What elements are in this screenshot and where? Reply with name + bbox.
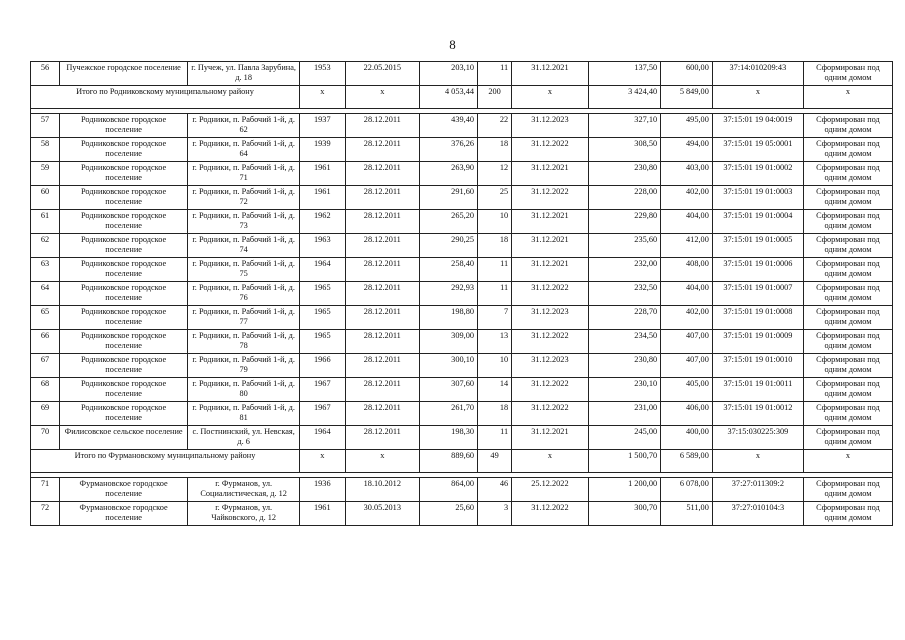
row-number-cell: 64 bbox=[31, 282, 60, 306]
table-row bbox=[31, 258, 893, 282]
tenant-count-cell: 14 bbox=[478, 378, 512, 402]
table-row bbox=[31, 354, 893, 378]
resettle-deadline-cell: 31.12.2021 bbox=[512, 162, 589, 186]
area-value-cell: 234,50 bbox=[588, 330, 660, 354]
table-row bbox=[31, 378, 893, 402]
settlement-name-cell: Родниковское городское поселение bbox=[59, 234, 187, 258]
settlement-name-cell: Родниковское городское поселение bbox=[59, 162, 187, 186]
table-row bbox=[31, 234, 893, 258]
row-number-cell: 56 bbox=[31, 62, 60, 86]
plot-value-cell: 408,00 bbox=[661, 258, 713, 282]
house-area-cell: 203,10 bbox=[420, 62, 478, 86]
tenant-count-cell: 13 bbox=[478, 330, 512, 354]
build-year-cell: 1963 bbox=[300, 234, 346, 258]
house-address-cell: г. Родники, п. Рабочий 1-й, д. 62 bbox=[188, 114, 300, 138]
tenant-count-cell: 18 bbox=[478, 138, 512, 162]
resettle-deadline-cell: 31.12.2022 bbox=[512, 502, 589, 526]
table-row bbox=[31, 138, 893, 162]
table-row bbox=[31, 478, 893, 502]
plot-status-cell: Сформирован под одним домом bbox=[803, 186, 892, 210]
cadastral-number-cell: 37:15:01 19 01:0003 bbox=[712, 186, 803, 210]
total-plot-value-cell: 6 589,00 bbox=[661, 450, 713, 473]
settlement-name-cell: Родниковское городское поселение bbox=[59, 282, 187, 306]
plot-value-cell: 412,00 bbox=[661, 234, 713, 258]
resettle-deadline-cell: 31.12.2021 bbox=[512, 234, 589, 258]
district-total-label: Итого по Фурмановскому муниципальному району bbox=[31, 450, 300, 473]
plot-value-cell: 511,00 bbox=[661, 502, 713, 526]
settlement-name-cell: Родниковское городское поселение bbox=[59, 402, 187, 426]
house-area-cell: 265,20 bbox=[420, 210, 478, 234]
house-area-cell: 376,26 bbox=[420, 138, 478, 162]
area-value-cell: 137,50 bbox=[588, 62, 660, 86]
house-address-cell: г. Родники, п. Рабочий 1-й, д. 75 bbox=[188, 258, 300, 282]
tenant-count-cell: 11 bbox=[478, 282, 512, 306]
settlement-name-cell: Родниковское городское поселение bbox=[59, 186, 187, 210]
tenant-count-cell: 18 bbox=[478, 234, 512, 258]
area-value-cell: 232,50 bbox=[588, 282, 660, 306]
resettle-deadline-cell: 25.12.2022 bbox=[512, 478, 589, 502]
settlement-name-cell: Фурмановское городское поселение bbox=[59, 502, 187, 526]
plot-status-cell: Сформирован под одним домом bbox=[803, 138, 892, 162]
resettle-deadline-cell: 31.12.2022 bbox=[512, 330, 589, 354]
house-area-cell: 292,93 bbox=[420, 282, 478, 306]
plot-value-cell: 404,00 bbox=[661, 282, 713, 306]
total-tenants-cell: 49 bbox=[478, 450, 512, 473]
table-row bbox=[31, 62, 893, 86]
settlement-name-cell: Родниковское городское поселение bbox=[59, 258, 187, 282]
house-address-cell: г. Родники, п. Рабочий 1-й, д. 81 bbox=[188, 402, 300, 426]
settlement-name-cell: Пучежское городское поселение bbox=[59, 62, 187, 86]
area-value-cell: 1 200,00 bbox=[588, 478, 660, 502]
row-number-cell: 62 bbox=[31, 234, 60, 258]
total-area-value-cell: 1 500,70 bbox=[588, 450, 660, 473]
build-year-cell: 1967 bbox=[300, 402, 346, 426]
housing-registry-table bbox=[30, 61, 893, 526]
area-value-cell: 230,80 bbox=[588, 162, 660, 186]
row-number-cell: 60 bbox=[31, 186, 60, 210]
plot-status-cell: Сформирован под одним домом bbox=[803, 258, 892, 282]
plot-status-cell: Сформирован под одним домом bbox=[803, 478, 892, 502]
area-value-cell: 327,10 bbox=[588, 114, 660, 138]
house-area-cell: 258,40 bbox=[420, 258, 478, 282]
house-address-cell: г. Родники, п. Рабочий 1-й, д. 72 bbox=[188, 186, 300, 210]
recognized-date-cell: 18.10.2012 bbox=[345, 478, 420, 502]
settlement-name-cell: Родниковское городское поселение bbox=[59, 330, 187, 354]
area-value-cell: 235,60 bbox=[588, 234, 660, 258]
row-number-cell: 63 bbox=[31, 258, 60, 282]
row-number-cell: 67 bbox=[31, 354, 60, 378]
table-row bbox=[31, 502, 893, 526]
build-year-cell: 1937 bbox=[300, 114, 346, 138]
resettle-deadline-cell: 31.12.2022 bbox=[512, 186, 589, 210]
row-number-cell: 72 bbox=[31, 502, 60, 526]
row-number-cell: 61 bbox=[31, 210, 60, 234]
resettle-deadline-cell: 31.12.2023 bbox=[512, 306, 589, 330]
house-address-cell: г. Фурманов, ул. Чайковского, д. 12 bbox=[188, 502, 300, 526]
total-cadastre-cell: x bbox=[712, 450, 803, 473]
plot-value-cell: 407,00 bbox=[661, 354, 713, 378]
plot-value-cell: 600,00 bbox=[661, 62, 713, 86]
plot-status-cell: Сформирован под одним домом bbox=[803, 62, 892, 86]
plot-value-cell: 400,00 bbox=[661, 426, 713, 450]
area-value-cell: 230,10 bbox=[588, 378, 660, 402]
settlement-name-cell: Родниковское городское поселение bbox=[59, 306, 187, 330]
cadastral-number-cell: 37:15:01 19 01:0008 bbox=[712, 306, 803, 330]
recognized-date-cell: 28.12.2011 bbox=[345, 354, 420, 378]
table-row bbox=[31, 210, 893, 234]
plot-status-cell: Сформирован под одним домом bbox=[803, 162, 892, 186]
house-address-cell: г. Родники, п. Рабочий 1-й, д. 64 bbox=[188, 138, 300, 162]
total-year-cell: x bbox=[300, 86, 346, 109]
house-area-cell: 25,60 bbox=[420, 502, 478, 526]
build-year-cell: 1961 bbox=[300, 162, 346, 186]
house-area-cell: 290,25 bbox=[420, 234, 478, 258]
resettle-deadline-cell: 31.12.2022 bbox=[512, 378, 589, 402]
tenant-count-cell: 25 bbox=[478, 186, 512, 210]
house-address-cell: г. Родники, п. Рабочий 1-й, д. 73 bbox=[188, 210, 300, 234]
cadastral-number-cell: 37:27:010104:3 bbox=[712, 502, 803, 526]
cadastral-number-cell: 37:14:010209:43 bbox=[712, 62, 803, 86]
build-year-cell: 1961 bbox=[300, 186, 346, 210]
plot-value-cell: 6 078,00 bbox=[661, 478, 713, 502]
resettle-deadline-cell: 31.12.2021 bbox=[512, 62, 589, 86]
district-total-row bbox=[31, 86, 893, 109]
recognized-date-cell: 28.12.2011 bbox=[345, 234, 420, 258]
area-value-cell: 300,70 bbox=[588, 502, 660, 526]
total-status-cell: x bbox=[803, 86, 892, 109]
plot-value-cell: 404,00 bbox=[661, 210, 713, 234]
recognized-date-cell: 28.12.2011 bbox=[345, 186, 420, 210]
total-recognized-cell: x bbox=[345, 86, 420, 109]
area-value-cell: 232,00 bbox=[588, 258, 660, 282]
settlement-name-cell: Родниковское городское поселение bbox=[59, 114, 187, 138]
house-area-cell: 291,60 bbox=[420, 186, 478, 210]
cadastral-number-cell: 37:15:01 19 01:0009 bbox=[712, 330, 803, 354]
cadastral-number-cell: 37:15:01 19 01:0012 bbox=[712, 402, 803, 426]
house-address-cell: с. Постнинский, ул. Невская, д. 6 bbox=[188, 426, 300, 450]
total-cadastre-cell: x bbox=[712, 86, 803, 109]
plot-status-cell: Сформирован под одним домом bbox=[803, 330, 892, 354]
plot-value-cell: 407,00 bbox=[661, 330, 713, 354]
build-year-cell: 1961 bbox=[300, 502, 346, 526]
cadastral-number-cell: 37:15:030225:309 bbox=[712, 426, 803, 450]
build-year-cell: 1966 bbox=[300, 354, 346, 378]
house-address-cell: г. Родники, п. Рабочий 1-й, д. 74 bbox=[188, 234, 300, 258]
table-row bbox=[31, 186, 893, 210]
table-row bbox=[31, 282, 893, 306]
settlement-name-cell: Родниковское городское поселение bbox=[59, 354, 187, 378]
house-area-cell: 307,60 bbox=[420, 378, 478, 402]
build-year-cell: 1965 bbox=[300, 306, 346, 330]
resettle-deadline-cell: 31.12.2021 bbox=[512, 258, 589, 282]
total-recognized-cell: x bbox=[345, 450, 420, 473]
plot-value-cell: 406,00 bbox=[661, 402, 713, 426]
area-value-cell: 228,00 bbox=[588, 186, 660, 210]
house-address-cell: г. Пучеж, ул. Павла Зарубина, д. 18 bbox=[188, 62, 300, 86]
cadastral-number-cell: 37:15:01 19 01:0011 bbox=[712, 378, 803, 402]
tenant-count-cell: 11 bbox=[478, 62, 512, 86]
area-value-cell: 228,70 bbox=[588, 306, 660, 330]
plot-status-cell: Сформирован под одним домом bbox=[803, 378, 892, 402]
plot-status-cell: Сформирован под одним домом bbox=[803, 426, 892, 450]
district-total-row bbox=[31, 450, 893, 473]
resettle-deadline-cell: 31.12.2023 bbox=[512, 354, 589, 378]
build-year-cell: 1936 bbox=[300, 478, 346, 502]
cadastral-number-cell: 37:15:01 19 01:0010 bbox=[712, 354, 803, 378]
plot-status-cell: Сформирован под одним домом bbox=[803, 354, 892, 378]
plot-value-cell: 494,00 bbox=[661, 138, 713, 162]
tenant-count-cell: 10 bbox=[478, 210, 512, 234]
tenant-count-cell: 7 bbox=[478, 306, 512, 330]
house-area-cell: 261,70 bbox=[420, 402, 478, 426]
house-area-cell: 263,90 bbox=[420, 162, 478, 186]
total-deadline-cell: x bbox=[512, 450, 589, 473]
table-row bbox=[31, 330, 893, 354]
house-area-cell: 198,80 bbox=[420, 306, 478, 330]
settlement-name-cell: Филисовское сельское поселение bbox=[59, 426, 187, 450]
table-row bbox=[31, 114, 893, 138]
row-number-cell: 71 bbox=[31, 478, 60, 502]
plot-status-cell: Сформирован под одним домом bbox=[803, 502, 892, 526]
recognized-date-cell: 28.12.2011 bbox=[345, 282, 420, 306]
plot-value-cell: 403,00 bbox=[661, 162, 713, 186]
area-value-cell: 231,00 bbox=[588, 402, 660, 426]
area-value-cell: 308,50 bbox=[588, 138, 660, 162]
plot-status-cell: Сформирован под одним домом bbox=[803, 114, 892, 138]
cadastral-number-cell: 37:15:01 19 04:0019 bbox=[712, 114, 803, 138]
build-year-cell: 1965 bbox=[300, 330, 346, 354]
recognized-date-cell: 28.12.2011 bbox=[345, 330, 420, 354]
total-tenants-cell: 200 bbox=[478, 86, 512, 109]
row-number-cell: 66 bbox=[31, 330, 60, 354]
build-year-cell: 1967 bbox=[300, 378, 346, 402]
row-number-cell: 57 bbox=[31, 114, 60, 138]
plot-status-cell: Сформирован под одним домом bbox=[803, 402, 892, 426]
cadastral-number-cell: 37:15:01 19 01:0004 bbox=[712, 210, 803, 234]
tenant-count-cell: 11 bbox=[478, 426, 512, 450]
total-plot-value-cell: 5 849,00 bbox=[661, 86, 713, 109]
plot-status-cell: Сформирован под одним домом bbox=[803, 210, 892, 234]
tenant-count-cell: 10 bbox=[478, 354, 512, 378]
recognized-date-cell: 30.05.2013 bbox=[345, 502, 420, 526]
cadastral-number-cell: 37:27:011309:2 bbox=[712, 478, 803, 502]
recognized-date-cell: 28.12.2011 bbox=[345, 162, 420, 186]
plot-status-cell: Сформирован под одним домом bbox=[803, 306, 892, 330]
recognized-date-cell: 28.12.2011 bbox=[345, 426, 420, 450]
recognized-date-cell: 28.12.2011 bbox=[345, 402, 420, 426]
resettle-deadline-cell: 31.12.2023 bbox=[512, 114, 589, 138]
build-year-cell: 1965 bbox=[300, 282, 346, 306]
settlement-name-cell: Родниковское городское поселение bbox=[59, 378, 187, 402]
plot-status-cell: Сформирован под одним домом bbox=[803, 282, 892, 306]
house-address-cell: г. Родники, п. Рабочий 1-й, д. 77 bbox=[188, 306, 300, 330]
recognized-date-cell: 28.12.2011 bbox=[345, 138, 420, 162]
plot-value-cell: 405,00 bbox=[661, 378, 713, 402]
recognized-date-cell: 28.12.2011 bbox=[345, 306, 420, 330]
row-number-cell: 69 bbox=[31, 402, 60, 426]
cadastral-number-cell: 37:15:01 19 01:0002 bbox=[712, 162, 803, 186]
row-number-cell: 58 bbox=[31, 138, 60, 162]
resettle-deadline-cell: 31.12.2022 bbox=[512, 282, 589, 306]
build-year-cell: 1953 bbox=[300, 62, 346, 86]
house-address-cell: г. Родники, п. Рабочий 1-й, д. 71 bbox=[188, 162, 300, 186]
plot-value-cell: 495,00 bbox=[661, 114, 713, 138]
table-row bbox=[31, 426, 893, 450]
page-number: 8 bbox=[449, 37, 456, 52]
house-area-cell: 198,30 bbox=[420, 426, 478, 450]
tenant-count-cell: 46 bbox=[478, 478, 512, 502]
table-row bbox=[31, 402, 893, 426]
area-value-cell: 245,00 bbox=[588, 426, 660, 450]
house-area-cell: 439,40 bbox=[420, 114, 478, 138]
table-row bbox=[31, 306, 893, 330]
tenant-count-cell: 12 bbox=[478, 162, 512, 186]
tenant-count-cell: 3 bbox=[478, 502, 512, 526]
house-address-cell: г. Родники, п. Рабочий 1-й, д. 80 bbox=[188, 378, 300, 402]
house-area-cell: 864,00 bbox=[420, 478, 478, 502]
house-area-cell: 309,00 bbox=[420, 330, 478, 354]
resettle-deadline-cell: 31.12.2022 bbox=[512, 402, 589, 426]
house-address-cell: г. Фурманов, ул. Социалистическая, д. 12 bbox=[188, 478, 300, 502]
row-number-cell: 59 bbox=[31, 162, 60, 186]
recognized-date-cell: 22.05.2015 bbox=[345, 62, 420, 86]
plot-status-cell: Сформирован под одним домом bbox=[803, 234, 892, 258]
total-area-cell: 4 053,44 bbox=[420, 86, 478, 109]
cadastral-number-cell: 37:15:01 19 05:0001 bbox=[712, 138, 803, 162]
tenant-count-cell: 11 bbox=[478, 258, 512, 282]
settlement-name-cell: Родниковское городское поселение bbox=[59, 138, 187, 162]
total-area-cell: 889,60 bbox=[420, 450, 478, 473]
house-address-cell: г. Родники, п. Рабочий 1-й, д. 78 bbox=[188, 330, 300, 354]
cadastral-number-cell: 37:15:01 19 01:0007 bbox=[712, 282, 803, 306]
resettle-deadline-cell: 31.12.2021 bbox=[512, 426, 589, 450]
build-year-cell: 1964 bbox=[300, 258, 346, 282]
settlement-name-cell: Родниковское городское поселение bbox=[59, 210, 187, 234]
tenant-count-cell: 22 bbox=[478, 114, 512, 138]
total-area-value-cell: 3 424,40 bbox=[588, 86, 660, 109]
cadastral-number-cell: 37:15:01 19 01:0006 bbox=[712, 258, 803, 282]
resettle-deadline-cell: 31.12.2022 bbox=[512, 138, 589, 162]
build-year-cell: 1962 bbox=[300, 210, 346, 234]
build-year-cell: 1939 bbox=[300, 138, 346, 162]
area-value-cell: 230,80 bbox=[588, 354, 660, 378]
plot-value-cell: 402,00 bbox=[661, 186, 713, 210]
resettle-deadline-cell: 31.12.2021 bbox=[512, 210, 589, 234]
total-deadline-cell: x bbox=[512, 86, 589, 109]
row-number-cell: 68 bbox=[31, 378, 60, 402]
recognized-date-cell: 28.12.2011 bbox=[345, 378, 420, 402]
cadastral-number-cell: 37:15:01 19 01:0005 bbox=[712, 234, 803, 258]
house-area-cell: 300,10 bbox=[420, 354, 478, 378]
tenant-count-cell: 18 bbox=[478, 402, 512, 426]
area-value-cell: 229,80 bbox=[588, 210, 660, 234]
table-row bbox=[31, 162, 893, 186]
plot-value-cell: 402,00 bbox=[661, 306, 713, 330]
total-status-cell: x bbox=[803, 450, 892, 473]
row-number-cell: 70 bbox=[31, 426, 60, 450]
row-number-cell: 65 bbox=[31, 306, 60, 330]
district-total-label: Итого по Родниковскому муниципальному району bbox=[31, 86, 300, 109]
recognized-date-cell: 28.12.2011 bbox=[345, 258, 420, 282]
total-year-cell: x bbox=[300, 450, 346, 473]
recognized-date-cell: 28.12.2011 bbox=[345, 114, 420, 138]
house-address-cell: г. Родники, п. Рабочий 1-й, д. 76 bbox=[188, 282, 300, 306]
house-address-cell: г. Родники, п. Рабочий 1-й, д. 79 bbox=[188, 354, 300, 378]
settlement-name-cell: Фурмановское городское поселение bbox=[59, 478, 187, 502]
recognized-date-cell: 28.12.2011 bbox=[345, 210, 420, 234]
build-year-cell: 1964 bbox=[300, 426, 346, 450]
